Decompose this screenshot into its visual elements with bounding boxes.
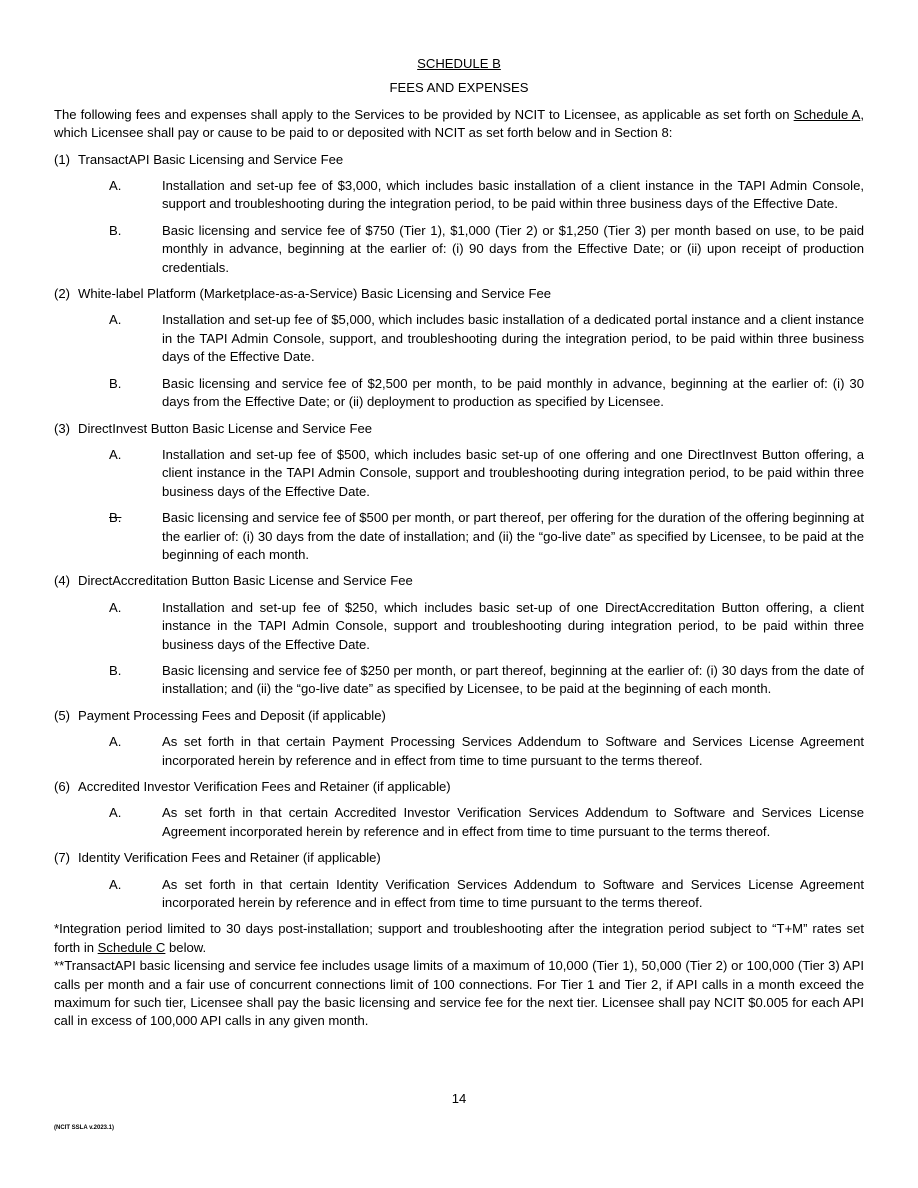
item-label: [54, 733, 162, 770]
section-title: White-label Platform (Marketplace-as-a-Service) Basic Licensing and Service Fee: [78, 286, 552, 302]
item-label-text: B.: [109, 510, 122, 526]
fee-item: [54, 311, 864, 366]
item-label-text: B.: [109, 222, 122, 238]
item-label: [54, 446, 162, 501]
footnote-integration-period: [54, 920, 864, 957]
item-text: As set forth in that certain Identity Verification Services Addendum to Software and Services License Agreement incorporated herein by reference and in effect from time to time pursuant to the terms thereof.: [162, 876, 864, 911]
fee-section: [54, 285, 864, 411]
item-label-text: A.: [109, 599, 122, 615]
fee-item: [54, 804, 864, 841]
item-label-text: B.: [109, 375, 122, 391]
section-heading: [54, 285, 864, 303]
item-text: As set forth in that certain Payment Processing Services Addendum to Software and Services License Agreement incorporated herein by reference and in effect from time to time pursuant to the terms thereof.: [162, 734, 864, 768]
intro-text-before: The following fees and expenses shall apply to the Services to be provided by NCIT to Licensee, as applicable as set forth on: [54, 106, 794, 122]
fee-item: [54, 509, 864, 564]
document-page: [54, 55, 864, 1031]
item-label-text: A.: [109, 876, 122, 892]
section-title: Payment Processing Fees and Deposit (if applicable): [78, 707, 386, 723]
fee-section: [54, 151, 864, 277]
item-label: [54, 804, 162, 841]
item-label-text: B.: [109, 662, 122, 678]
footnote1-text-after: below.: [165, 939, 207, 955]
section-title: DirectAccreditation Button Basic License and Service Fee: [78, 573, 413, 589]
section-number: (2): [54, 286, 71, 302]
item-label: [54, 375, 162, 412]
item-text: Basic licensing and service fee of $250 per month, or part thereof, beginning at the earlier of: (i) 30 days from the date of installation; and (ii) the “go-live date” as specified by Licensee, to be paid at the beginning of each month.: [162, 662, 864, 697]
section-heading: [54, 778, 864, 796]
section-number: (7): [54, 850, 71, 866]
fee-item: [54, 599, 864, 654]
section-heading: [54, 572, 864, 590]
section-heading: [54, 707, 864, 725]
item-label-text: A.: [109, 805, 122, 821]
item-text: Installation and set-up fee of $500, which includes basic set-up of one offering and one DirectInvest Button offering, a client instance in the TAPI Admin Console, support and troubleshooting during integration period, to be paid within three business days of the Effective Date.: [162, 446, 864, 499]
item-text: Basic licensing and service fee of $500 per month, or part thereof, per offering for the duration of the offering beginning at the earlier of: (i) 30 days from the date of installation; and (ii) the “go-live date” as specified by Licensee, to be paid at the beginning of each month.: [162, 510, 864, 562]
section-heading: [54, 151, 864, 169]
item-text: Basic licensing and service fee of $2,500 per month, to be paid monthly in advance, beginning at the earlier of: (i) 30 days from the Effective Date; or (ii) deployment to production as specified by Licensee.: [162, 375, 864, 410]
section-title: Accredited Investor Verification Fees and Retainer (if applicable): [78, 779, 451, 794]
fee-section: [54, 707, 864, 770]
schedule-c-reference: Schedule C: [97, 939, 166, 955]
fee-section: [54, 778, 864, 841]
item-label: [54, 662, 162, 699]
item-label: [54, 177, 162, 214]
section-number: (6): [54, 779, 71, 794]
item-label: [54, 222, 162, 277]
item-text: Basic licensing and service fee of $750 (Tier 1), $1,000 (Tier 2) or $1,250 (Tier 3) per month based on use, to be paid monthly in advance, beginning at the earlier of: (i) 90 days from the Effective Date; or (ii) upon receipt of production credentials.: [162, 222, 864, 275]
item-label: [54, 876, 162, 913]
section-title: TransactAPI Basic Licensing and Service Fee: [78, 151, 344, 167]
fee-section: [54, 849, 864, 912]
item-label: [54, 509, 162, 564]
fee-item: [54, 375, 864, 412]
fee-item: [54, 662, 864, 699]
section-number: (1): [54, 151, 71, 167]
intro-text-after: , which Licensee shall pay or cause to be paid to or deposited with NCIT as set forth below and in Section 8:: [54, 106, 864, 141]
fee-sections: [54, 151, 864, 913]
item-label-text: A.: [109, 734, 122, 750]
section-number: (5): [54, 707, 71, 723]
item-label: [54, 311, 162, 366]
item-text: As set forth in that certain Accredited Investor Verification Services Addendum to Software and Services License Agreement incorporated herein by reference and in effect from time to time pursuant to the terms thereof.: [162, 805, 864, 839]
fee-item: [54, 876, 864, 913]
section-number: (3): [54, 420, 71, 436]
document-version-footer: (NCIT SSLA v.2023.1): [54, 1125, 115, 1131]
page-number: 14: [451, 1091, 467, 1106]
item-text: Installation and set-up fee of $5,000, which includes basic installation of a dedicated portal instance and a client instance in the TAPI Admin Console, support, and troubleshooting during the integration period, to be paid within three business days of the Effective Date.: [162, 312, 864, 365]
section-number: (4): [54, 573, 71, 589]
section-heading: [54, 420, 864, 438]
section-title: DirectInvest Button Basic License and Service Fee: [78, 420, 373, 436]
schedule-subtitle: FEES AND EXPENSES: [389, 80, 529, 96]
item-text: Installation and set-up fee of $3,000, which includes basic installation of a client instance in the TAPI Admin Console, support and troubleshooting during the integration period, to be paid within three business days of the Effective Date.: [162, 178, 864, 212]
fee-section: [54, 420, 864, 565]
intro-paragraph: [54, 106, 864, 143]
footnote1-text-before: *Integration period limited to 30 days post-installation; support and troubleshooting after the integration period subject to “T+M” rates set forth in: [54, 921, 864, 955]
section-title: Identity Verification Fees and Retainer (if applicable): [78, 850, 381, 866]
item-label-text: A.: [109, 178, 122, 194]
schedule-title: SCHEDULE B: [417, 56, 501, 71]
item-label-text: A.: [109, 446, 122, 462]
schedule-a-reference: Schedule A: [793, 106, 861, 122]
fee-item: [54, 446, 864, 501]
fee-item: [54, 222, 864, 277]
footnote-api-usage-limits: **TransactAPI basic licensing and service fee includes usage limits of a maximum of 10,000 (Tier 1), 50,000 (Tier 2) or 100,000 (Tier 3) API calls per month and a fair use of concurrent connections limit of 100 connections. For Tier 1 and Tier 2, if API calls in a month exceed the maximum for such tier, Licensee shall pay the basic licensing and service fee for the next tier. Licensee shall pay NCIT $0.005 for each API call in excess of 100,000 API calls in any given month.: [54, 958, 864, 1029]
footnotes: [54, 920, 864, 1030]
item-label: [54, 599, 162, 654]
fee-item: [54, 177, 864, 214]
item-text: Installation and set-up fee of $250, which includes basic set-up of one DirectAccreditation Button offering, a client instance in the TAPI Admin Console, support and troubleshooting during integration period, to be paid within three business days of the Effective Date.: [162, 599, 864, 652]
section-heading: [54, 849, 864, 867]
item-label-text: A.: [109, 312, 122, 328]
fee-item: [54, 733, 864, 770]
fee-section: [54, 572, 864, 698]
